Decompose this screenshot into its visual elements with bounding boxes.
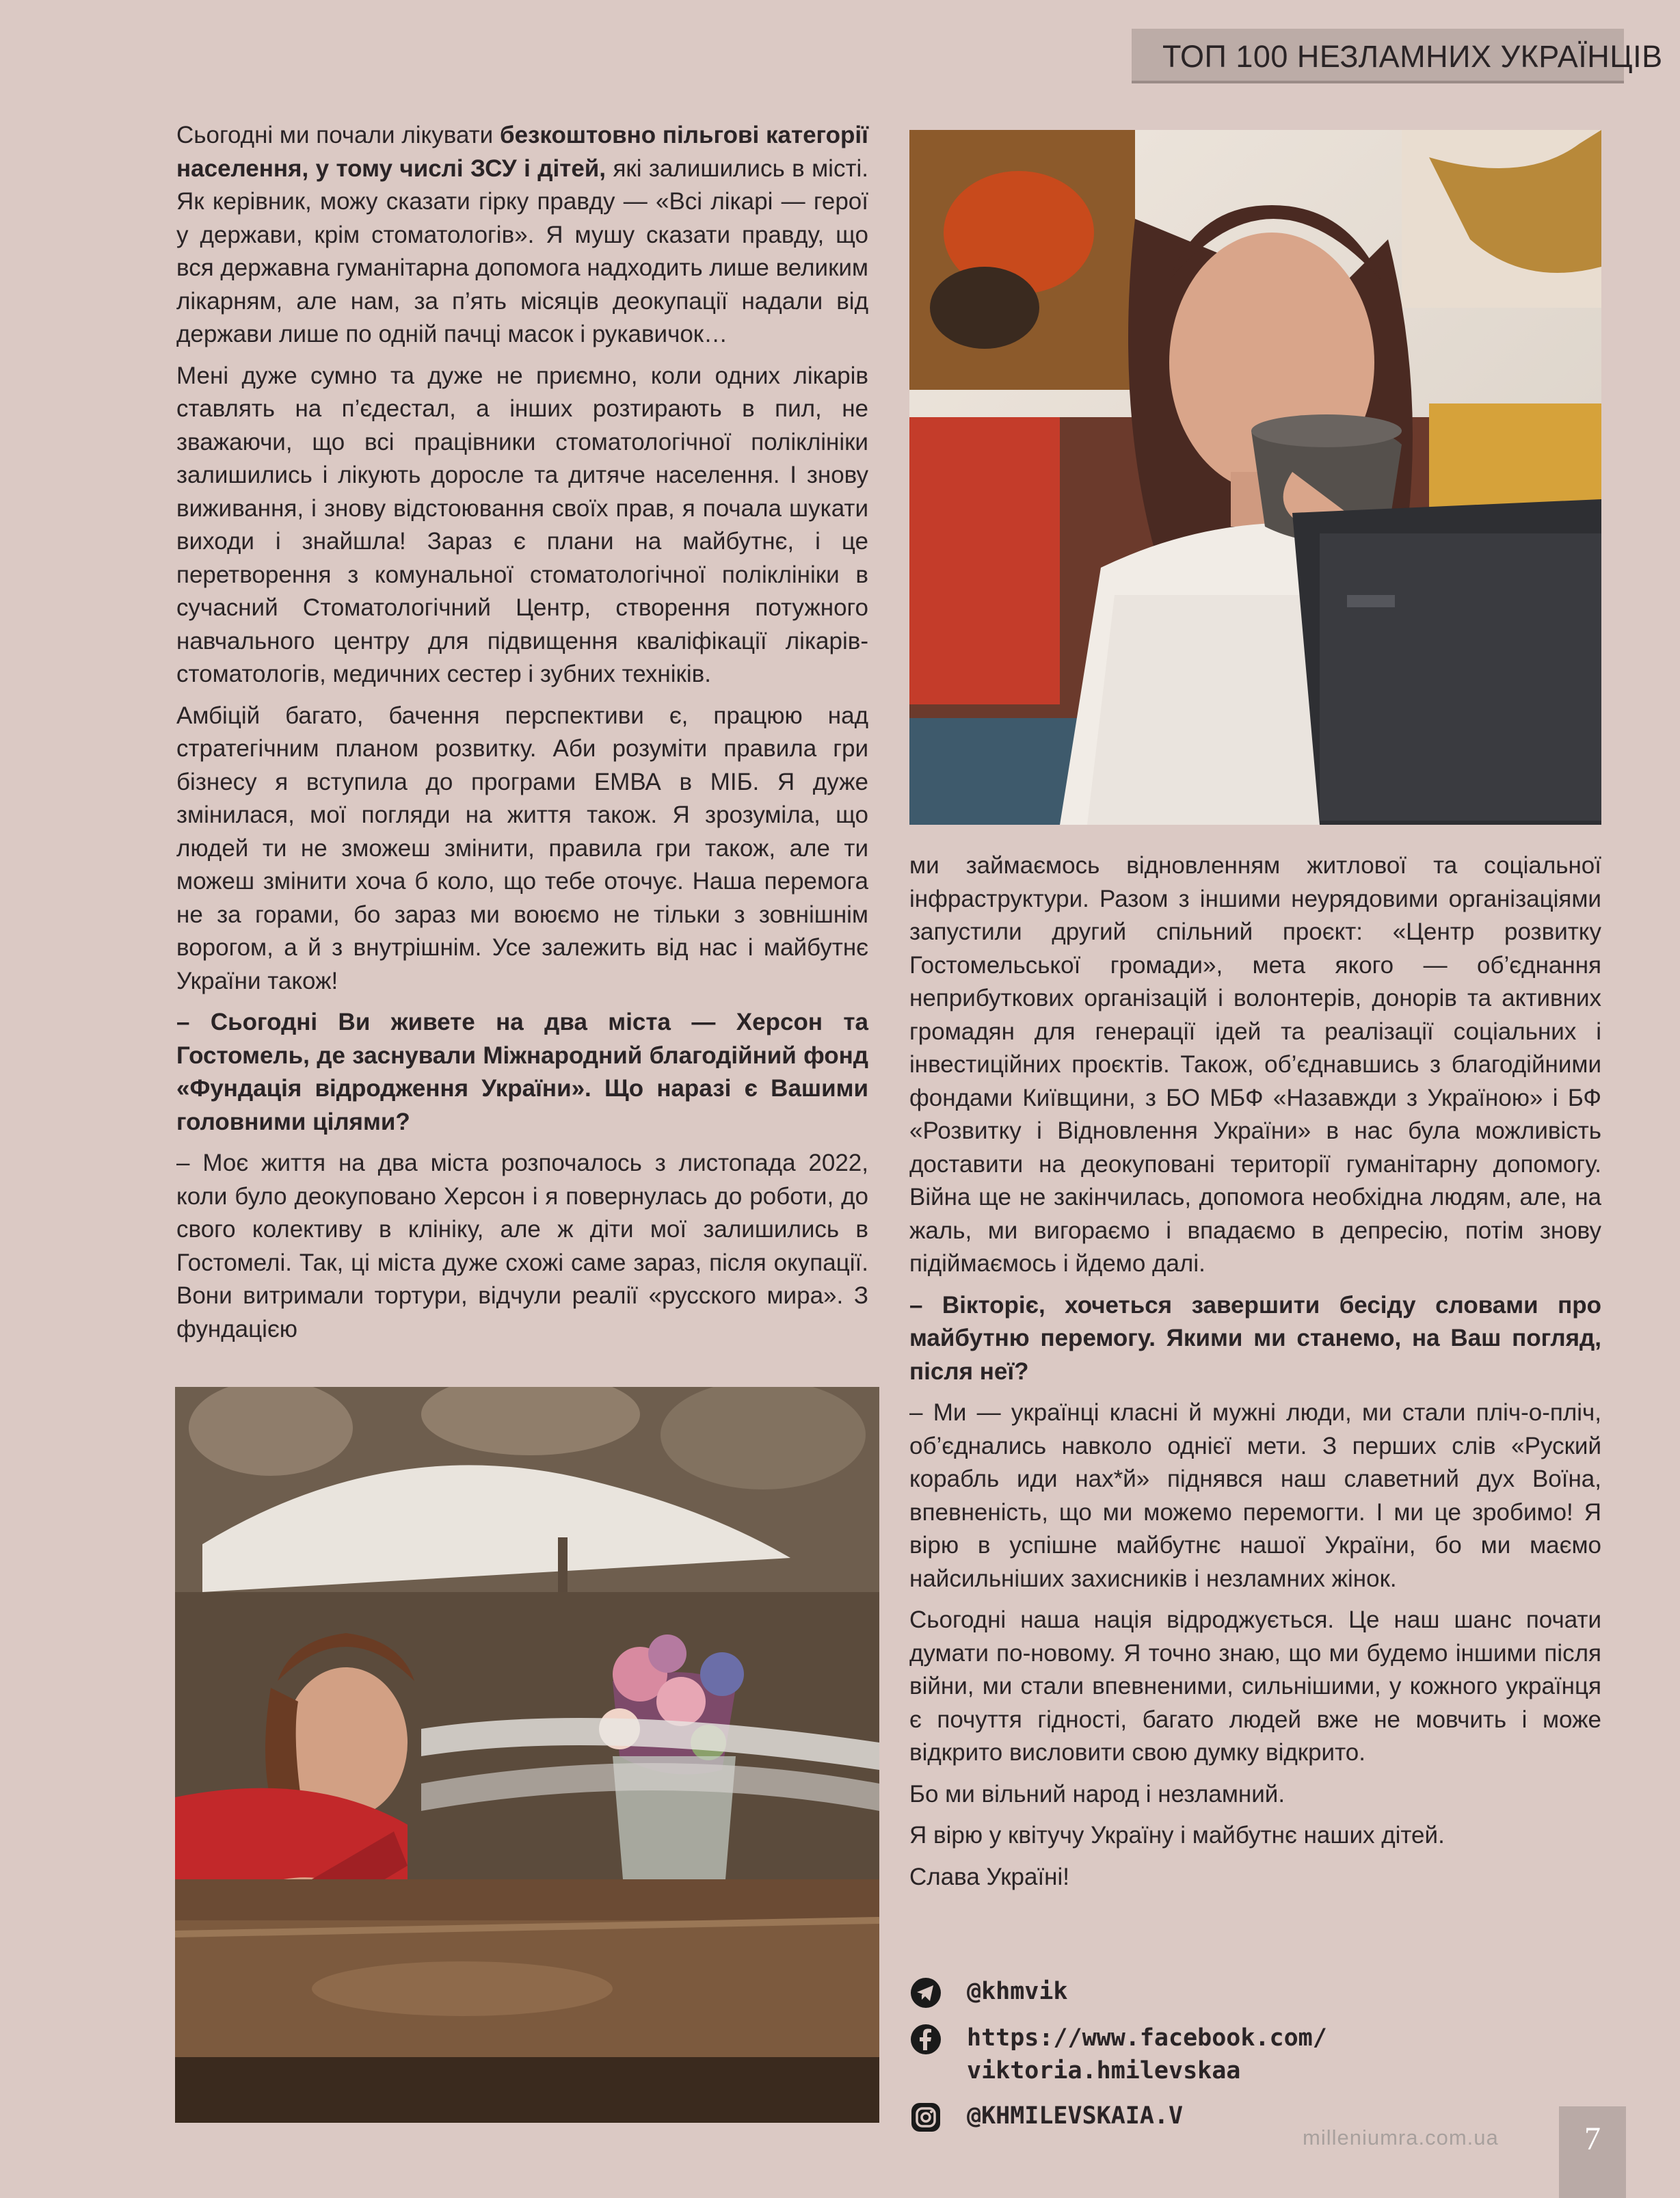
left-column <box>176 119 868 1354</box>
page-number: 7 <box>1584 2121 1601 2157</box>
telegram-icon <box>909 1976 942 2009</box>
paragraph-10: Слава Україні! <box>909 1863 1070 1890</box>
highlight-text: безкоштовно пільгові категорії населення, у тому числі ЗСУ і дітей, <box>176 122 868 182</box>
facebook-icon <box>909 2023 942 2056</box>
contact-telegram[interactable] <box>909 1975 1601 2009</box>
footer-website[interactable]: milleniumra.com.ua <box>1303 2126 1499 2149</box>
paragraph-9: Я вірю у квітучу Україну і майбутнє наших дітей. <box>909 1822 1445 1849</box>
paragraph-4: – Моє життя на два міста розпочалось з листопада 2022, коли було деокуповано Херсон і я повернулась до роботи, до свого колективу в клініку, але ж діти мої залишились в Гостомелі. Так, ці міста дуже схожі саме зараз, після окупації. Вони витримали тортури, відчули реалії «русского мира». З фундацією <box>176 1150 868 1342</box>
paragraph-5: ми займаємось відновленням житлової та соціальної інфраструктури. Разом з іншими неурядовими організаціями запустили другий спільний проєкт: «Центр розвитку Гостомельської громади», мета якого — об’єднання неприбуткових організацій і волонтерів, донорів та активних громадян для генерації ідей та реалізації соціальних і інвестиційних проєктів. Також, об’єднавшись з благодійними фондами Київщини, з БО МБФ «Назавжди з Україною» і БФ «Розвитку і Відновлення України» в нас була можливість доставити на деокуповані території гуманітарну допомогу. Війна ще не закінчилась, допомога необхідна людям, але, на жаль, ми вигораємо і впадаємо в депресію, потім знову підіймаємось і йдемо далі. <box>909 852 1601 1277</box>
paragraph-6: – Ми — українці класні й мужні люди, ми стали пліч-о-пліч, об’єднались навколо однієї мети. З перших слів «Руский корабль иди нах*й» піднявся наш славетний дух Воїна, впевненість, що ми можемо перемогти. І ми це зробимо! Я вірю в успішне майбутнє нашої України, бо ми маємо найсильніших захисників і незламних жінок. <box>909 1399 1601 1592</box>
contact-facebook[interactable] <box>909 2022 1601 2087</box>
paragraph-1: Сьогодні ми почали лікувати безкоштовно пільгові категорії населення, у тому числі ЗСУ і дітей, які залишились в місті. Як керівник, можу сказати гірку правду — «Всі лікарі — герої у держави, крім стоматологів». Я мушу сказати правду, що вся державна гуманітарна допомога надходить лише великим лікарням, але нам, за п’ять місяців деокупації надали від держави лише по одній пачці масок і рукавичок… <box>176 122 868 347</box>
paragraph-2: Мені дуже сумно та дуже не приємно, коли одних лікарів ставлять на п’єдестал, а інших розтирають в пил, не зважаючи, що всі працівники стоматологічної поліклініки залишились і лікують доросле та дитяче населення. І знову виживання, і знову відстоювання своїх прав, я почала шукати виходи і знайшла! Зараз є плани на майбутнє, і це перетворення з комунальної стоматологічної поліклініки в сучасний Стоматологічний Центр, створення потужного навчального центру для підвищення кваліфікації лікарів-стоматологів, медичних сестер і зубних техніків. <box>176 362 868 687</box>
interview-question-2: – Вікторіє, хочеться завершити бесіду словами про майбутню перемогу. Якими ми станемо, на Ваш погляд, після неї? <box>909 1291 1601 1385</box>
paragraph-3: Амбіцій багато, бачення перспективи є, працюю над стратегічним планом розвитку. Аби розуміти правила гри бізнесу я вступила до програми ЕМВА в МІБ. Я дуже змінилася, мої погляди на життя також. Я зрозуміла, що людей ти не зможеш змінити, правила гри також, але ти можеш змінити хоча б коло, що тебе оточує. Наша перемога не за горами, бо зараз ми воюємо не тільки з зовнішнім ворогом, а й з внутрішнім. Усе залежить від нас і майбутнє України також! <box>176 702 868 994</box>
interview-question-1: – Сьогодні Ви живете на два міста — Херсон та Гостомель, де заснували Міжнародний благодійний фонд «Фундація відродження України». Що наразі є Вашими головними цілями? <box>176 1009 868 1135</box>
paragraph-8: Бо ми вільний народ і незламний. <box>909 1780 1285 1808</box>
paragraph-7: Сьогодні наша нація відроджується. Це наш шанс почати думати по-новому. Я точно знаю, що ми будемо іншими після війни, ми стали впевненими, сильнішими, у кожного українця є почуття гідності, багато людей вже не мовчить і може відкрито висловити свою думку відкрито. <box>909 1606 1601 1766</box>
instagram-handle[interactable]: @KHMILEVSKAIA.V <box>967 2102 1184 2130</box>
photo-woman-with-cup <box>909 130 1601 825</box>
instagram-icon <box>909 2101 942 2134</box>
telegram-handle[interactable]: @khmvik <box>967 1978 1068 2005</box>
facebook-url[interactable]: https://www.facebook.com/ viktoria.hmilevskaa <box>967 2024 1327 2084</box>
right-column <box>909 849 1601 1902</box>
photo-woman-cafe-window <box>175 1387 879 2123</box>
section-title: ТОП 100 НЕЗЛАМНИХ УКРАЇНЦІВ <box>1162 39 1663 74</box>
contacts-block <box>909 1975 1601 2146</box>
